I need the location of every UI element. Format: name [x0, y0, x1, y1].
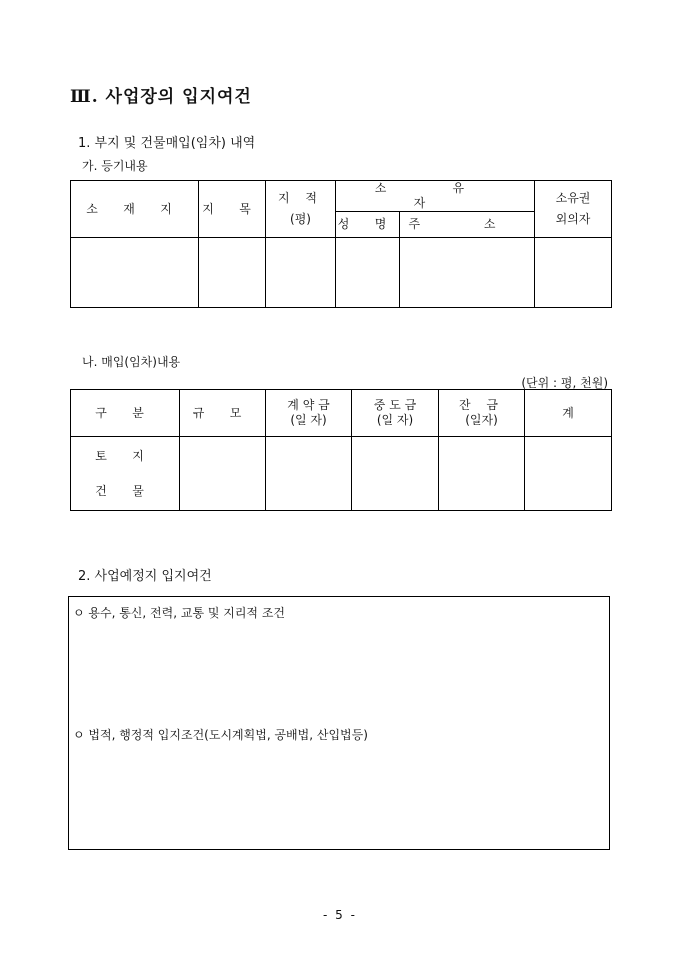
header-interim-line1: 중 도 금	[373, 398, 417, 412]
registration-table	[70, 180, 612, 308]
header-location: 소 재 지	[71, 181, 199, 238]
section1b-heading: 나. 매입(임차)내용	[82, 355, 181, 369]
section1a-heading: 가. 등기내용	[82, 159, 148, 173]
header-owner-name: 성 명	[336, 212, 400, 238]
cell-area[interactable]	[266, 238, 336, 308]
cell-interim[interactable]	[352, 437, 439, 511]
header-balance-line1: 잔 금	[459, 398, 504, 412]
cell-total[interactable]	[525, 437, 612, 511]
section1-heading: 1. 부지 및 건물매입(임차) 내역	[78, 136, 256, 151]
site-conditions-item-legal: ㅇ 법적, 행정적 입지조건(도시계획법, 공배법, 산입법등)	[73, 728, 368, 742]
cell-balance[interactable]	[439, 437, 525, 511]
site-conditions-item-utilities: ㅇ 용수, 통신, 전력, 교통 및 지리적 조건	[73, 606, 286, 620]
cell-scale[interactable]	[180, 437, 266, 511]
header-contract	[266, 390, 352, 437]
header-land-category: 지 목	[199, 181, 266, 238]
row-label-land: 토 지	[95, 448, 155, 463]
cell-owner-name[interactable]	[336, 238, 400, 308]
header-owner-address: 주 소	[400, 212, 535, 238]
cell-owner-relation[interactable]	[535, 238, 612, 308]
row-label-building: 건 물	[95, 483, 155, 498]
page-number: - 5 -	[323, 908, 357, 922]
header-contract-line1: 계 약 금	[287, 398, 330, 412]
header-owner-relation-line2: 외의자	[555, 212, 591, 226]
purchase-table	[70, 389, 612, 511]
header-contract-line2: (일 자)	[290, 413, 327, 427]
header-area	[266, 181, 336, 238]
header-owner-relation-line1: 소유권	[555, 191, 591, 205]
row-labels	[71, 437, 180, 511]
section2-heading: 2. 사업예정지 입지여건	[78, 569, 212, 584]
cell-contract[interactable]	[266, 437, 352, 511]
header-owner: 소 유 자	[336, 181, 535, 212]
header-category: 구 분	[71, 390, 180, 437]
site-conditions-box[interactable]	[68, 596, 610, 850]
cell-location[interactable]	[71, 238, 199, 308]
header-interim-line2: (일 자)	[376, 413, 414, 427]
page-title: Ⅲ. 사업장의 입지여건	[70, 87, 252, 107]
header-owner-relation	[535, 181, 612, 238]
header-balance-line2: (일자)	[465, 413, 498, 427]
header-balance	[439, 390, 525, 437]
header-area-label: 지 적	[278, 191, 323, 205]
cell-owner-address[interactable]	[400, 238, 535, 308]
header-interim	[352, 390, 439, 437]
cell-land-category[interactable]	[199, 238, 266, 308]
header-total: 계	[525, 390, 612, 437]
header-area-unit: (평)	[290, 212, 311, 226]
header-scale: 규 모	[180, 390, 266, 437]
unit-label: (단위 : 평, 천원)	[521, 376, 608, 390]
